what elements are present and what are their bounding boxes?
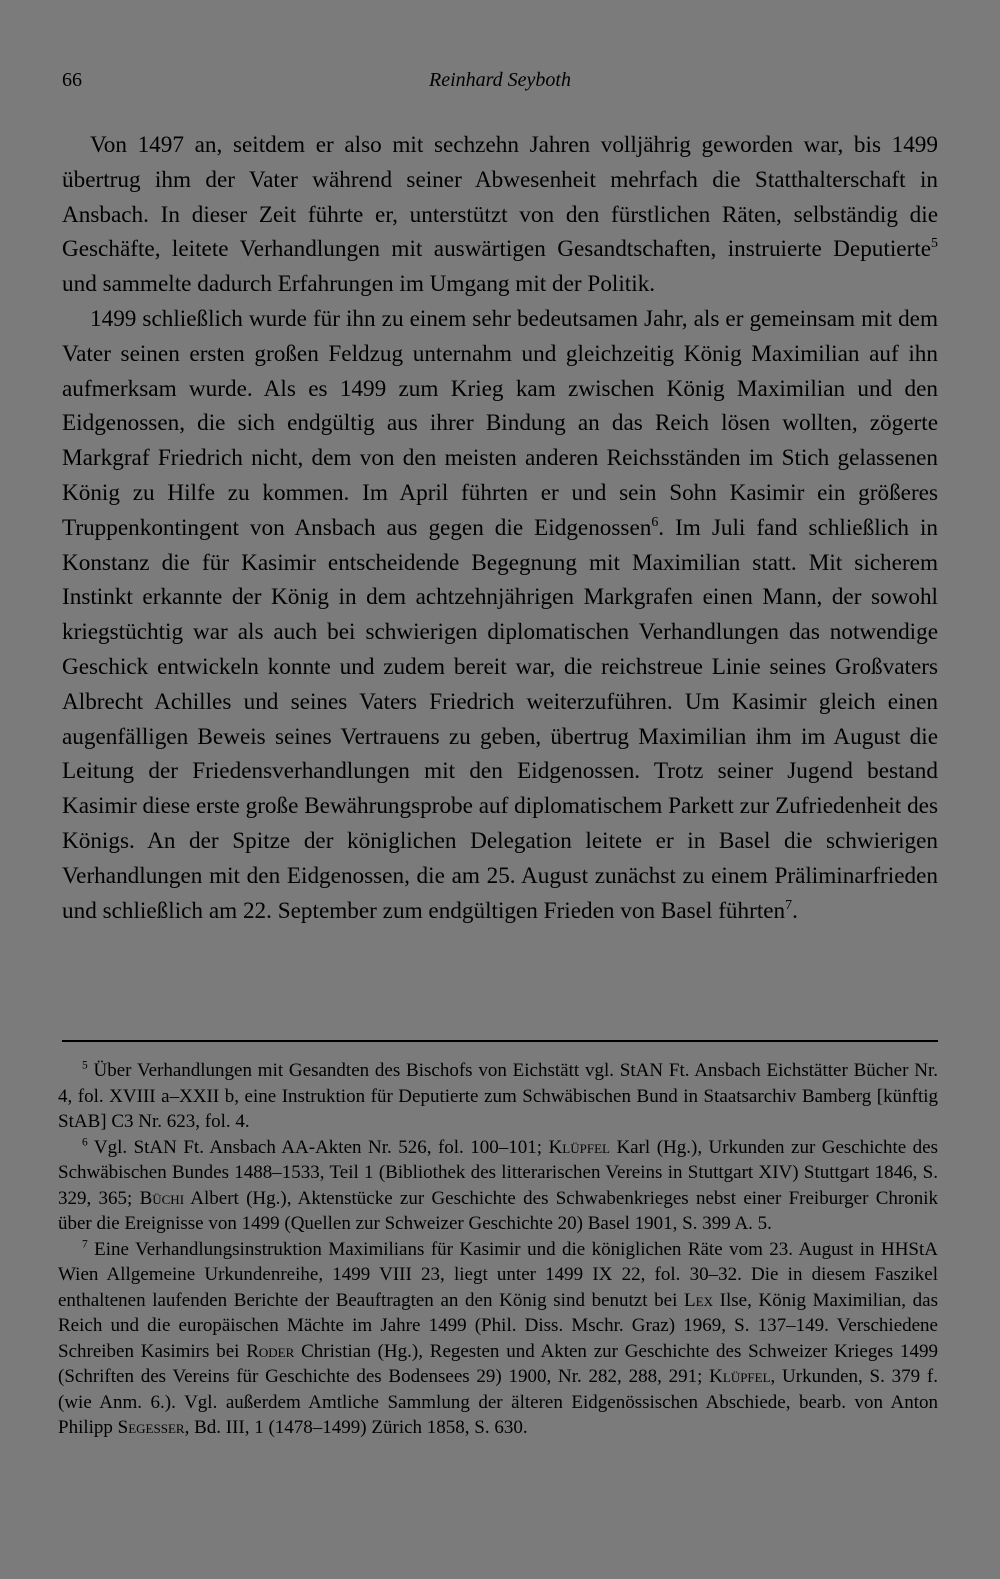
footnote-text: Albert (Hg.), Aktenstücke zur Geschichte des Schwabenkrieges nebst einer Freiburger Chronik über die Ereignisse von 1499 (Quellen zur Schweizer Geschichte 20) Basel 1901, S. 399 A. 5. (58, 1187, 938, 1234)
footnote-text: Karl (Hg.), Urkunden zur Geschichte des Schwäbischen Bundes 1488–1533, Teil 1 (Bibliothek des litterarischen Vereins in Stuttgart XIV) Stuttgart 1846, S. 329, 365; (58, 1136, 938, 1209)
footnote-number: 6 (82, 1136, 88, 1149)
page-header (62, 62, 938, 98)
paragraph-text: und sammelte dadurch Erfahrungen im Umgang mit der Politik. (62, 271, 656, 298)
paragraph-text: . (792, 897, 798, 924)
running-title: Reinhard Seyboth (428, 69, 571, 91)
main-text (62, 128, 938, 928)
author-name: Büchi (139, 1187, 185, 1209)
footnotes (58, 1058, 938, 1441)
footnote-text: Über Verhandlungen mit Gesandten des Bischofs von Eichstätt vgl. StAN Ft. Ansbach Eichstätter Bücher Nr. 4, fol. XVIII a–XXII b, eine Instruktion für Deputierte zum Schwäbischen Bund in Staatsarchiv Bamberg [künftig StAB] C3 Nr. 623, fol. 4. (58, 1060, 939, 1132)
footnote-text: Vgl. StAN Ft. Ansbach AA-Akten Nr. 526, fol. 100–101; (93, 1136, 549, 1158)
paragraph-text: 1499 schließlich wurde für ihn zu einem sehr bedeutsamen Jahr, als er gemeinsam mit dem Vater seinen ersten großen Feldzug unternahm und gleichzeitig König Maximilian auf ihn aufmerksam wurde. Als es 1499 zum Krieg kam zwischen König Maximilian und den Eidgenossen, die sich endgültig aus ihrer Bindung an das Reich lösen wollten, zögerte Markgraf Friedrich nicht, dem von den meisten anderen Reichsständen im Stich gelassenen König zu Hilfe zu kommen. Im April führten er und sein Sohn Kasimir ein größeres Truppenkontingent von Ansbach aus gegen die Eidgenossen (62, 305, 938, 541)
footnote-text: , Urkunden, S. 379 f. (wie Anm. 6.). Vgl. außerdem Amtliche Sammlung der älteren Eidgenössischen Abschiede, bearb. von Anton Philipp (58, 1366, 938, 1438)
paragraph-text: Von 1497 an, seitdem er also mit sechzehn Jahren volljährig geworden war, bis 1499 übertrug ihm der Vater während seiner Abwesenheit mehrfach die Statthalterschaft in Ansbach. In dieser Zeit führte er, unterstützt von den fürstlichen Räten, selbständig die Geschäfte, leitete Verhandlungen mit auswärtigen Gesandtschaften, instruierte Deputierte (62, 132, 938, 263)
paragraph-text: . Im Juli fand schließlich in Konstanz die für Kasimir entscheidende Begegnung mit Maximilian statt. Mit sicherem Instinkt erkannte der König in dem achtzehnjährigen Markgrafen einen Mann, der sowohl kriegstüchtig war als auch bei schwierigen diplomatischen Verhandlungen das notwendige Geschick entwickeln konnte und zudem bereit war, die reichstreue Linie seines Großvaters Albrecht Achilles und seines Vaters Friedrich weiterzuführen. Um Kasimir gleich einen augenfälligen Beweis seines Vertrauens zu geben, übertrug Maximilian ihm im August die Leitung der Friedensverhandlungen mit den Eidgenossen. Trotz seiner Jugend bestand Kasimir diese erste große Bewährungsprobe auf diplomatischem Parkett zur Zufriedenheit des Königs. An der Spitze der königlichen Delegation leitete er in Basel die schwierigen Verhandlungen mit den Eidgenossen, die am 25. August zunächst zu einem Präliminarfrieden und schließlich am 22. September zum endgültigen Frieden von Basel führten (62, 514, 938, 924)
footnote-text: Eine Verhandlungsinstruktion Maximilians für Kasimir und die königlichen Räte vom 23. August in HHStA Wien Allgemeine Urkundenreihe, 1499 VIII 23, liegt unter 1499 IX 22, fol. 30–32. Die in diesem Faszikel enthaltenen laufenden Berichte der Beauftragten an den König sind benutzt bei (58, 1238, 939, 1311)
footnote (58, 1237, 938, 1441)
footnote-text: , Bd. III, 1 (1478–1499) Zürich 1858, S. 630. (184, 1417, 528, 1438)
author-name: Lex (684, 1289, 713, 1311)
footnote-number: 7 (82, 1238, 88, 1251)
footnote-ref: 5 (931, 236, 938, 252)
footnote (58, 1135, 938, 1237)
footnote (58, 1058, 938, 1135)
footnote-divider (62, 1040, 938, 1042)
footnote-ref: 7 (785, 897, 793, 913)
paragraph (62, 128, 938, 302)
author-name: Segesser (117, 1417, 185, 1438)
footnote-text: Ilse, König Maximilian, das Reich und die europäischen Mächte im Jahre 1499 (Phil. Diss. Mschr. Graz) 1969, S. 137–149. Verschiedene Schreiben Kasimirs bei (58, 1289, 938, 1362)
paragraph (62, 302, 938, 928)
footnote-number: 5 (82, 1059, 88, 1072)
author-name: Roder (246, 1340, 295, 1362)
page-number: 66 (62, 69, 82, 91)
footnote-text: Christian (Hg.), Regesten und Akten zur Geschichte des Schweizer Krieges 1499 (Schriften des Vereins für Geschichte des Bodensees 29) 1900, Nr. 282, 288, 291; (58, 1340, 938, 1387)
author-name: Klüpfel (548, 1136, 610, 1158)
author-name: Klüpfel (709, 1366, 771, 1387)
footnote-ref: 6 (651, 514, 659, 530)
